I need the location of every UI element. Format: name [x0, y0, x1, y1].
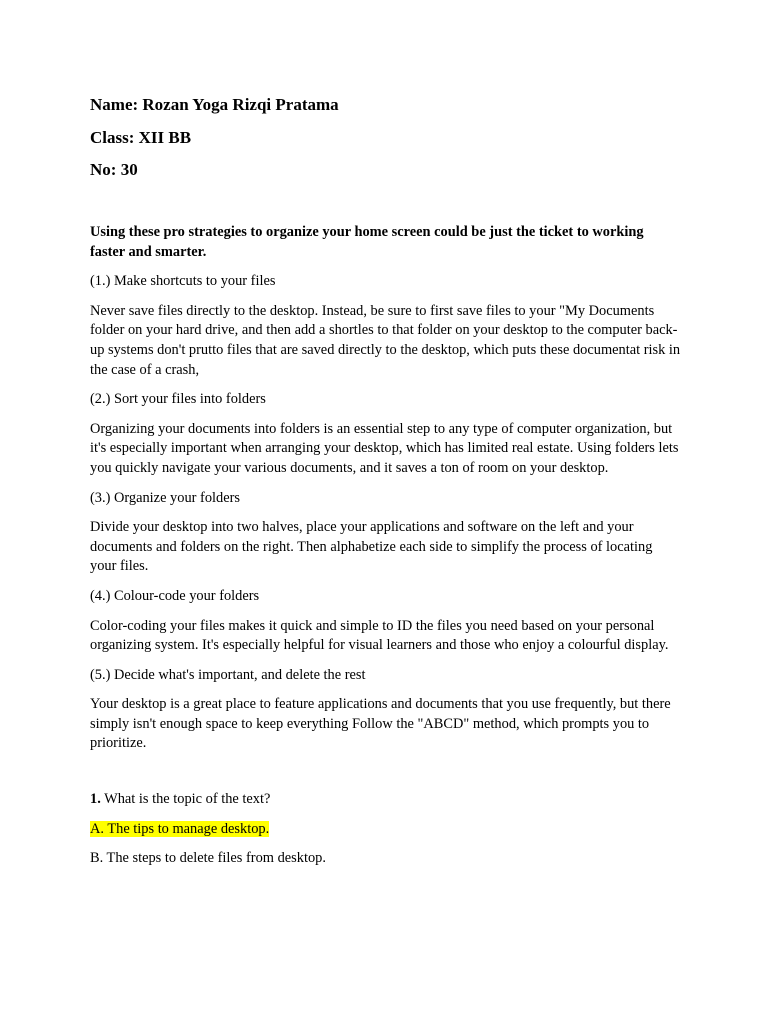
student-name: Name: Rozan Yoga Rizqi Pratama — [90, 95, 339, 114]
student-class: Class: XII BB — [90, 128, 192, 147]
question-text: What is the topic of the text? — [100, 791, 271, 808]
question-1 — [90, 790, 682, 810]
answer-option-a — [90, 820, 682, 840]
option-a-text: A. The tips to manage desktop. — [90, 820, 270, 837]
option-b-text: B. The steps to delete files from desktop. — [90, 850, 326, 867]
section-heading-2: (2.) Sort your files into folders — [90, 391, 266, 408]
section-heading-3: (3.) Organize your folders — [90, 489, 240, 506]
section-body-3: Divide your desktop into two halves, place your applications and software on the left and your documents and folders on the right. Then alphabetize each side to simplify the process of locating your files. — [90, 519, 653, 575]
section-heading-5: (5.) Decide what's important, and delete the rest — [90, 666, 366, 683]
section-heading-1: (1.) Make shortcuts to your files — [90, 273, 276, 290]
section-body-2: Organizing your documents into folders is an essential step to any type of computer organization, but it's especially important when arranging your desktop, which has limited real estate. Using folders lets you quickly navigate your various documents, and it saves a ton of room on your desktop. — [90, 420, 679, 476]
section-body-5: Your desktop is a great place to feature applications and documents that you use frequently, but there simply isn't enough space to keep everything Follow the "ABCD" method, which prompts you to prioritize. — [90, 696, 671, 752]
question-number: 1. — [90, 791, 101, 808]
answer-option-b — [90, 849, 682, 869]
section-body-1: Never save files directly to the desktop. Instead, be sure to first save files to your "My Documents folder on your hard drive, and then add a shortles to that folder on your desktop to the computer back-up systems don't prutto files that are saved directly to the desktop, which puts these documentat risk in the case of a crash, — [90, 302, 681, 378]
intro-paragraph: Using these pro strategies to organize your home screen could be just the ticket to working faster and smarter. — [90, 224, 644, 260]
student-number: No: 30 — [90, 160, 138, 179]
document-body — [90, 223, 682, 879]
section-body-4: Color-coding your files makes it quick and simple to ID the files you need based on your personal organizing system. It's especially helpful for visual learners and those who enjoy a colourful display. — [90, 617, 669, 654]
section-heading-4: (4.) Colour-code your folders — [90, 587, 260, 604]
